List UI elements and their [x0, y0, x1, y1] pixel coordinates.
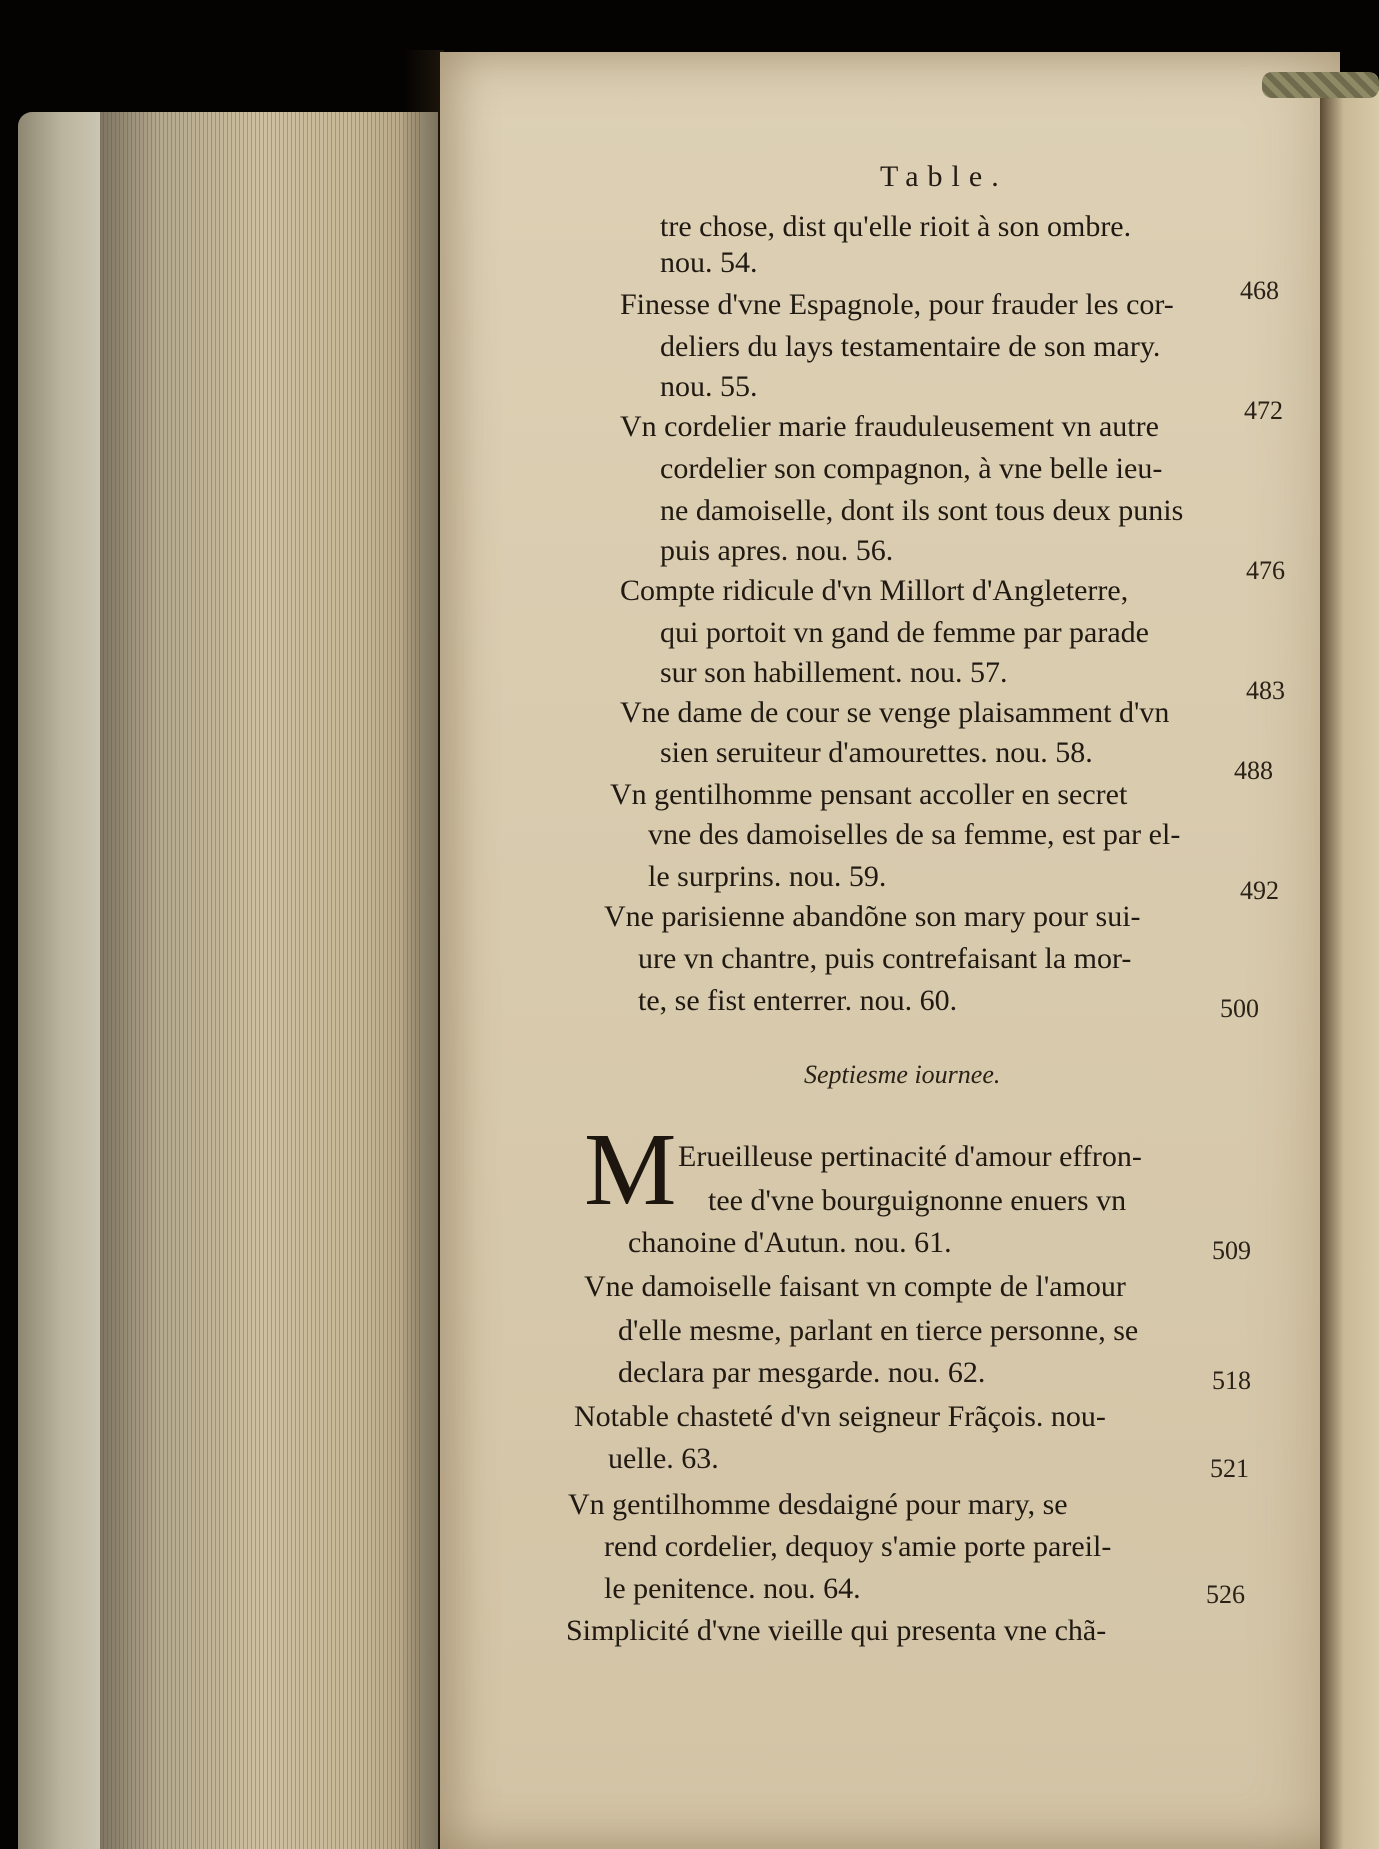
toc-line: d'elle mesme, parlant en tierce personne, se: [618, 1314, 1139, 1347]
toc-line: Simplicité d'vne vieille qui presenta vne chã-: [566, 1614, 1107, 1647]
toc-line: deliers du lays testamentaire de son mary.: [660, 330, 1161, 363]
toc-line: nou. 55.: [660, 370, 758, 403]
bookmark-ribbon: [1262, 72, 1379, 98]
section-title: Septiesme iournee.: [804, 1060, 1001, 1089]
drop-capital: M: [584, 1112, 677, 1227]
toc-line: qui portoit vn gand de femme par parade: [660, 616, 1149, 649]
toc-line: Vn gentilhomme desdaigné pour mary, se: [568, 1488, 1068, 1521]
toc-line: rend cordelier, dequoy s'amie porte pareil-: [604, 1530, 1112, 1563]
toc-line: nou. 54.: [660, 246, 758, 279]
toc-line: sur son habillement. nou. 57.: [660, 656, 1008, 689]
facing-page-edge: [1320, 90, 1379, 1849]
page-number: 509: [1212, 1236, 1251, 1265]
page-number: 526: [1206, 1580, 1245, 1609]
toc-line: Finesse d'vne Espagnole, pour frauder les cor-: [620, 288, 1174, 321]
toc-line: Erueilleuse pertinacité d'amour effron-: [678, 1140, 1142, 1173]
page-number: 468: [1240, 276, 1279, 305]
toc-line: puis apres. nou. 56.: [660, 534, 894, 567]
toc-line: le penitence. nou. 64.: [604, 1572, 861, 1605]
running-head: Table.: [880, 160, 1008, 193]
edge-shadow: [404, 50, 444, 1849]
toc-line: Vne parisienne abandõne son mary pour sui-: [604, 900, 1141, 933]
page-number: 472: [1244, 396, 1283, 425]
toc-line: Compte ridicule d'vn Millort d'Angleterre,: [620, 574, 1129, 607]
toc-line: Vne damoiselle faisant vn compte de l'amour: [584, 1270, 1126, 1303]
toc-line: sien seruiteur d'amourettes. nou. 58.: [660, 736, 1093, 769]
page-number: 521: [1210, 1454, 1249, 1483]
page-number: 488: [1234, 756, 1273, 785]
toc-line: chanoine d'Autun. nou. 61.: [628, 1226, 952, 1259]
toc-line: Vn cordelier marie frauduleusement vn autre: [620, 410, 1159, 443]
toc-line: Vn gentilhomme pensant accoller en secret: [610, 778, 1128, 811]
toc-line: Notable chasteté d'vn seigneur Frãçois. nou-: [574, 1400, 1106, 1433]
toc-line: tee d'vne bourguignonne enuers vn: [708, 1184, 1127, 1217]
page-number: 500: [1220, 994, 1259, 1023]
toc-line: ne damoiselle, dont ils sont tous deux punis: [660, 494, 1184, 527]
toc-line: tre chose, dist qu'elle rioit à son ombre.: [660, 210, 1132, 243]
toc-line: cordelier son compagnon, à vne belle ieu-: [660, 452, 1163, 485]
page-number: 483: [1246, 676, 1285, 705]
page-number: 518: [1212, 1366, 1251, 1395]
toc-line: le surprins. nou. 59.: [648, 860, 887, 893]
toc-line: Vne dame de cour se venge plaisamment d'vn: [620, 696, 1170, 729]
toc-line: te, se fist enterrer. nou. 60.: [638, 984, 958, 1017]
page-block-edge: [100, 112, 420, 1849]
page-number: 476: [1246, 556, 1285, 585]
toc-line: vne des damoiselles de sa femme, est par el-: [648, 818, 1181, 851]
toc-line: declara par mesgarde. nou. 62.: [618, 1356, 986, 1389]
toc-line: ure vn chantre, puis contrefaisant la mor-: [638, 942, 1132, 975]
toc-line: uelle. 63.: [608, 1442, 719, 1475]
page-number: 492: [1240, 876, 1279, 905]
